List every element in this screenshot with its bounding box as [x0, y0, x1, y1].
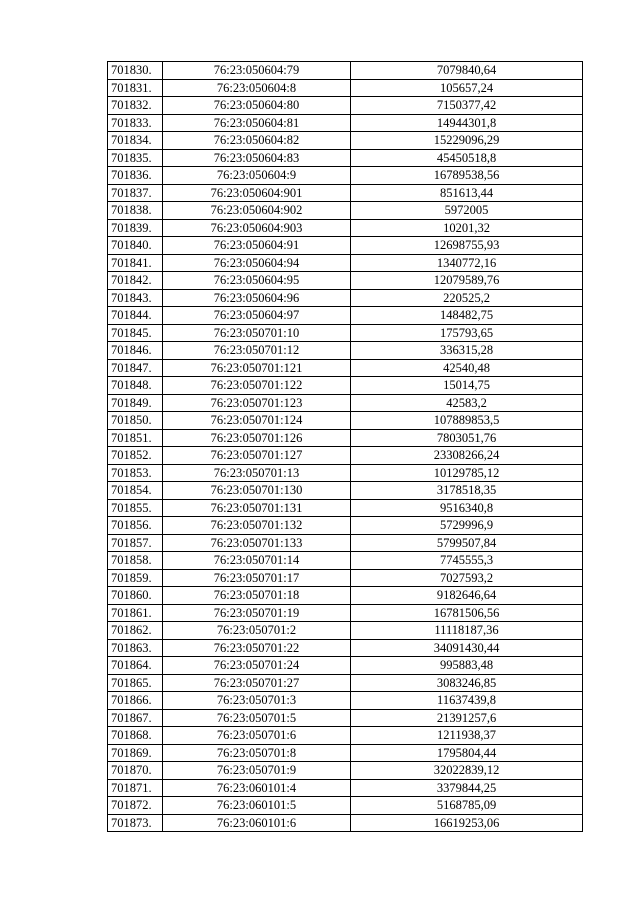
cadastral-value-cell: 105657,24: [351, 79, 583, 97]
table-row: [108, 324, 583, 342]
cadastral-number-cell: 76:23:050701:2: [163, 622, 351, 640]
table-row: [108, 359, 583, 377]
cadastral-value-cell: 5799507,84: [351, 534, 583, 552]
cadastral-value-cell: 851613,44: [351, 184, 583, 202]
cadastral-value-cell: 16781506,56: [351, 604, 583, 622]
table-row: [108, 184, 583, 202]
cadastral-value-cell: 11637439,8: [351, 692, 583, 710]
cadastral-value-cell: 16619253,06: [351, 814, 583, 832]
cadastral-number-cell: 76:23:050701:122: [163, 377, 351, 395]
cadastral-number-cell: 76:23:050604:79: [163, 62, 351, 80]
cadastral-number-cell: 76:23:050701:10: [163, 324, 351, 342]
table-row: [108, 499, 583, 517]
row-number-cell: 701845.: [108, 324, 163, 342]
cadastral-number-cell: 76:23:050604:82: [163, 132, 351, 150]
table-row: [108, 79, 583, 97]
cadastral-number-cell: 76:23:050701:121: [163, 359, 351, 377]
row-number-cell: 701844.: [108, 307, 163, 325]
cadastral-number-cell: 76:23:050701:22: [163, 639, 351, 657]
cadastral-number-cell: 76:23:050701:133: [163, 534, 351, 552]
table-row: [108, 114, 583, 132]
table-row: [108, 97, 583, 115]
cadastral-number-cell: 76:23:050604:96: [163, 289, 351, 307]
cadastral-value-cell: 1795804,44: [351, 744, 583, 762]
cadastral-value-cell: 7079840,64: [351, 62, 583, 80]
cadastral-value-cell: 15014,75: [351, 377, 583, 395]
cadastral-value-cell: 21391257,6: [351, 709, 583, 727]
cadastral-number-cell: 76:23:050701:124: [163, 412, 351, 430]
table-row: [108, 412, 583, 430]
row-number-cell: 701865.: [108, 674, 163, 692]
row-number-cell: 701850.: [108, 412, 163, 430]
table-row: [108, 202, 583, 220]
cadastral-value-cell: 10129785,12: [351, 464, 583, 482]
row-number-cell: 701835.: [108, 149, 163, 167]
table-row: [108, 482, 583, 500]
table-row: [108, 219, 583, 237]
cadastral-number-cell: 76:23:050701:9: [163, 762, 351, 780]
row-number-cell: 701847.: [108, 359, 163, 377]
cadastral-value-cell: 45450518,8: [351, 149, 583, 167]
cadastral-number-cell: 76:23:050701:8: [163, 744, 351, 762]
table-row: [108, 727, 583, 745]
cadastral-number-cell: 76:23:050604:91: [163, 237, 351, 255]
cadastral-value-cell: 995883,48: [351, 657, 583, 675]
row-number-cell: 701863.: [108, 639, 163, 657]
cadastral-value-cell: 7027593,2: [351, 569, 583, 587]
table-row: [108, 692, 583, 710]
cadastral-value-cell: 1340772,16: [351, 254, 583, 272]
row-number-cell: 701866.: [108, 692, 163, 710]
row-number-cell: 701861.: [108, 604, 163, 622]
table-row: [108, 797, 583, 815]
cadastral-value-cell: 12079589,76: [351, 272, 583, 290]
table-body: [108, 62, 583, 832]
cadastral-number-cell: 76:23:050604:9: [163, 167, 351, 185]
cadastral-number-cell: 76:23:050701:131: [163, 499, 351, 517]
table-row: [108, 237, 583, 255]
cadastral-value-cell: 3379844,25: [351, 779, 583, 797]
row-number-cell: 701869.: [108, 744, 163, 762]
cadastral-number-cell: 76:23:050604:94: [163, 254, 351, 272]
row-number-cell: 701830.: [108, 62, 163, 80]
row-number-cell: 701842.: [108, 272, 163, 290]
row-number-cell: 701867.: [108, 709, 163, 727]
cadastral-value-cell: 9516340,8: [351, 499, 583, 517]
cadastral-value-cell: 175793,65: [351, 324, 583, 342]
row-number-cell: 701857.: [108, 534, 163, 552]
table-row: [108, 674, 583, 692]
table-row: [108, 814, 583, 832]
cadastral-value-cell: 7803051,76: [351, 429, 583, 447]
cadastral-value-cell: 107889853,5: [351, 412, 583, 430]
cadastral-number-cell: 76:23:060101:6: [163, 814, 351, 832]
cadastral-value-cell: 42583,2: [351, 394, 583, 412]
table-row: [108, 447, 583, 465]
row-number-cell: 701834.: [108, 132, 163, 150]
row-number-cell: 701838.: [108, 202, 163, 220]
cadastral-value-table: [107, 61, 583, 832]
cadastral-number-cell: 76:23:050701:126: [163, 429, 351, 447]
cadastral-value-cell: 42540,48: [351, 359, 583, 377]
cadastral-value-cell: 7150377,42: [351, 97, 583, 115]
row-number-cell: 701871.: [108, 779, 163, 797]
table-row: [108, 62, 583, 80]
row-number-cell: 701864.: [108, 657, 163, 675]
cadastral-number-cell: 76:23:050604:8: [163, 79, 351, 97]
cadastral-number-cell: 76:23:060101:4: [163, 779, 351, 797]
cadastral-number-cell: 76:23:050604:81: [163, 114, 351, 132]
row-number-cell: 701851.: [108, 429, 163, 447]
row-number-cell: 701839.: [108, 219, 163, 237]
table-row: [108, 552, 583, 570]
table-row: [108, 604, 583, 622]
cadastral-number-cell: 76:23:050604:97: [163, 307, 351, 325]
table-row: [108, 744, 583, 762]
table-row: [108, 289, 583, 307]
table-row: [108, 377, 583, 395]
row-number-cell: 701846.: [108, 342, 163, 360]
cadastral-number-cell: 76:23:050701:14: [163, 552, 351, 570]
table-row: [108, 272, 583, 290]
cadastral-value-cell: 16789538,56: [351, 167, 583, 185]
cadastral-number-cell: 76:23:050604:83: [163, 149, 351, 167]
cadastral-number-cell: 76:23:050701:19: [163, 604, 351, 622]
cadastral-value-cell: 1211938,37: [351, 727, 583, 745]
cadastral-value-cell: 220525,2: [351, 289, 583, 307]
table-row: [108, 709, 583, 727]
table-row: [108, 762, 583, 780]
cadastral-number-cell: 76:23:050701:13: [163, 464, 351, 482]
row-number-cell: 701836.: [108, 167, 163, 185]
row-number-cell: 701840.: [108, 237, 163, 255]
row-number-cell: 701856.: [108, 517, 163, 535]
cadastral-value-cell: 3178518,35: [351, 482, 583, 500]
cadastral-value-cell: 3083246,85: [351, 674, 583, 692]
row-number-cell: 701855.: [108, 499, 163, 517]
cadastral-number-cell: 76:23:050701:12: [163, 342, 351, 360]
cadastral-value-cell: 9182646,64: [351, 587, 583, 605]
table-row: [108, 132, 583, 150]
row-number-cell: 701870.: [108, 762, 163, 780]
row-number-cell: 701858.: [108, 552, 163, 570]
table-row: [108, 429, 583, 447]
cadastral-value-cell: 23308266,24: [351, 447, 583, 465]
row-number-cell: 701848.: [108, 377, 163, 395]
table-row: [108, 639, 583, 657]
cadastral-value-cell: 15229096,29: [351, 132, 583, 150]
table-row: [108, 464, 583, 482]
cadastral-number-cell: 76:23:050701:132: [163, 517, 351, 535]
row-number-cell: 701837.: [108, 184, 163, 202]
cadastral-value-cell: 10201,32: [351, 219, 583, 237]
cadastral-number-cell: 76:23:050604:902: [163, 202, 351, 220]
cadastral-value-cell: 34091430,44: [351, 639, 583, 657]
cadastral-value-cell: 32022839,12: [351, 762, 583, 780]
cadastral-value-cell: 148482,75: [351, 307, 583, 325]
cadastral-number-cell: 76:23:050604:80: [163, 97, 351, 115]
table-row: [108, 394, 583, 412]
table-row: [108, 254, 583, 272]
cadastral-value-cell: 14944301,8: [351, 114, 583, 132]
row-number-cell: 701849.: [108, 394, 163, 412]
table-row: [108, 149, 583, 167]
cadastral-value-cell: 12698755,93: [351, 237, 583, 255]
table-row: [108, 587, 583, 605]
row-number-cell: 701854.: [108, 482, 163, 500]
cadastral-value-cell: 336315,28: [351, 342, 583, 360]
cadastral-value-cell: 5168785,09: [351, 797, 583, 815]
row-number-cell: 701843.: [108, 289, 163, 307]
table-row: [108, 167, 583, 185]
row-number-cell: 701868.: [108, 727, 163, 745]
cadastral-value-cell: 5972005: [351, 202, 583, 220]
table-row: [108, 779, 583, 797]
table-row: [108, 534, 583, 552]
row-number-cell: 701831.: [108, 79, 163, 97]
row-number-cell: 701832.: [108, 97, 163, 115]
cadastral-number-cell: 76:23:050701:27: [163, 674, 351, 692]
cadastral-number-cell: 76:23:050701:24: [163, 657, 351, 675]
cadastral-number-cell: 76:23:050701:6: [163, 727, 351, 745]
cadastral-number-cell: 76:23:050604:901: [163, 184, 351, 202]
cadastral-number-cell: 76:23:050701:3: [163, 692, 351, 710]
table-row: [108, 517, 583, 535]
row-number-cell: 701841.: [108, 254, 163, 272]
cadastral-number-cell: 76:23:050604:95: [163, 272, 351, 290]
cadastral-number-cell: 76:23:050701:18: [163, 587, 351, 605]
cadastral-value-cell: 11118187,36: [351, 622, 583, 640]
cadastral-number-cell: 76:23:050701:130: [163, 482, 351, 500]
row-number-cell: 701852.: [108, 447, 163, 465]
cadastral-number-cell: 76:23:050701:127: [163, 447, 351, 465]
row-number-cell: 701853.: [108, 464, 163, 482]
table-row: [108, 622, 583, 640]
table-row: [108, 569, 583, 587]
cadastral-number-cell: 76:23:050701:5: [163, 709, 351, 727]
row-number-cell: 701862.: [108, 622, 163, 640]
cadastral-number-cell: 76:23:050604:903: [163, 219, 351, 237]
cadastral-number-cell: 76:23:050701:17: [163, 569, 351, 587]
table-row: [108, 342, 583, 360]
row-number-cell: 701873.: [108, 814, 163, 832]
row-number-cell: 701860.: [108, 587, 163, 605]
row-number-cell: 701872.: [108, 797, 163, 815]
table-row: [108, 657, 583, 675]
cadastral-value-cell: 5729996,9: [351, 517, 583, 535]
cadastral-number-cell: 76:23:060101:5: [163, 797, 351, 815]
row-number-cell: 701833.: [108, 114, 163, 132]
row-number-cell: 701859.: [108, 569, 163, 587]
table-row: [108, 307, 583, 325]
cadastral-value-cell: 7745555,3: [351, 552, 583, 570]
cadastral-number-cell: 76:23:050701:123: [163, 394, 351, 412]
